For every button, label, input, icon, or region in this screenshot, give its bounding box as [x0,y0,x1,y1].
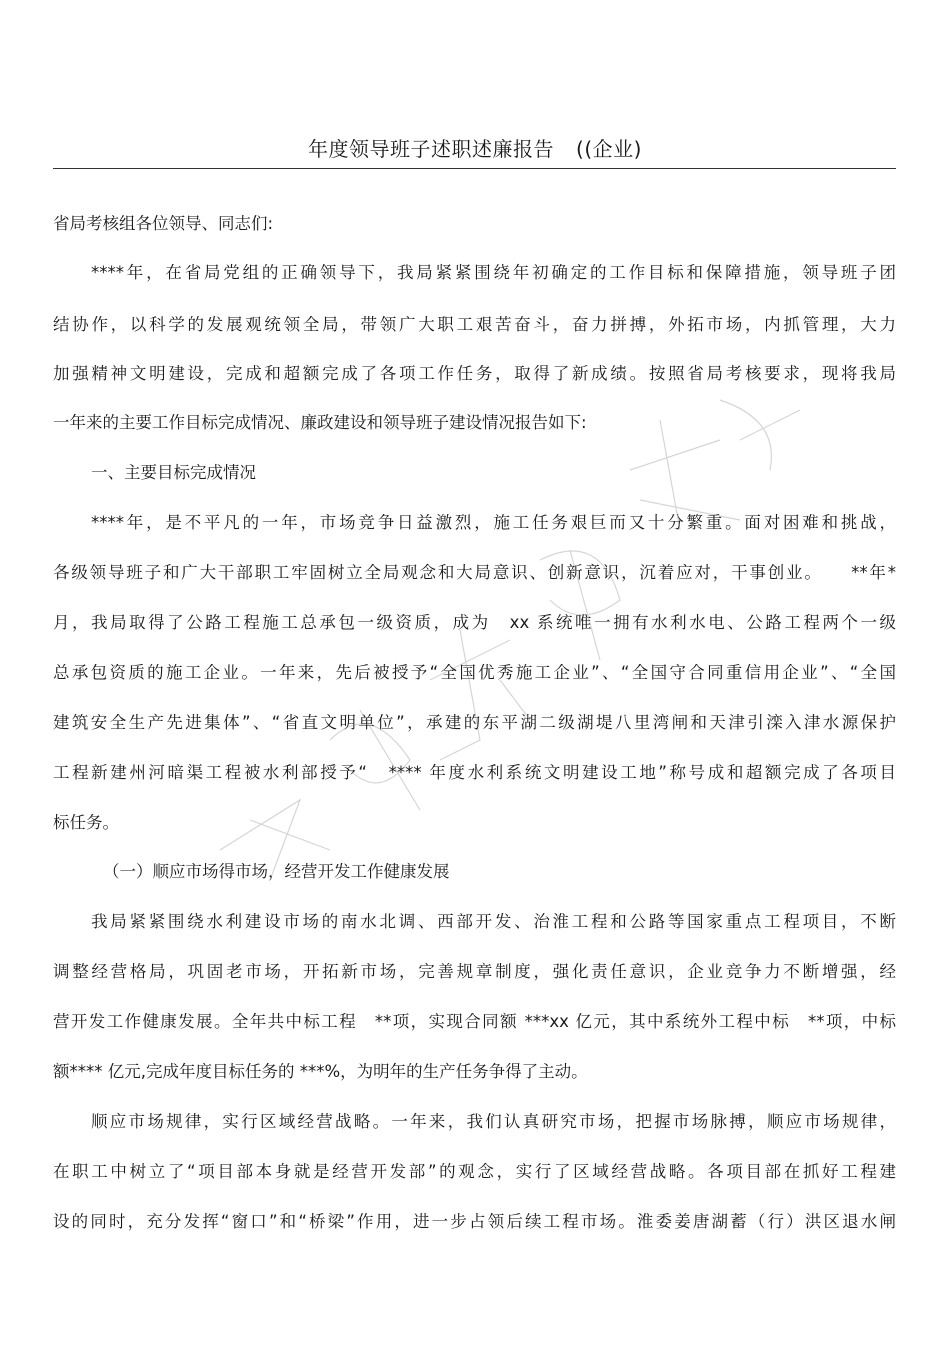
paragraph-line: ****年，是不平凡的一年，市场竞争日益激烈，施工任务艰巨而又十分繁重。面对困难和挑战， [91,513,896,532]
paragraph-line: 加强精神文明建设，完成和超额完成了各项工作任务，取得了新成绩。按照省局考核要求，现将我局 [53,364,896,383]
document-title [0,133,950,162]
paragraph-line: 结协作，以科学的发展观统领全局，带领广大职工艰苦奋斗，奋力拼搏，外拓市场，内抓管理，大力 [53,315,896,334]
paragraph-line: 各级领导班子和广大干部职工牢固树立全局观念和大局意识、创新意识，沉着应对，干事创业。 **年* [53,563,896,582]
subsection-heading: （一）顺应市场得市场，经营开发工作健康发展 [103,862,450,881]
salutation: 省局考核组各位领导、同志们: [53,214,274,233]
paragraph-line: 建筑安全生产先进集体”、“省直文明单位”，承建的东平湖二级湖堤八里湾闸和天津引滦入津水源保护 [53,713,896,732]
paragraph-line: 一年来的主要工作目标完成情况、廉政建设和领导班子建设情况报告如下: [53,413,587,432]
paragraph-line: 我局紧紧围绕水利建设市场的南水北调、西部开发、治淮工程和公路等国家重点工程项目，不断 [91,912,896,931]
title-text: 年度领导班子述职述廉报告 [308,137,555,161]
title-underline [53,168,896,169]
paragraph-line: 标任务。 [53,813,119,832]
paragraph-line: 在职工中树立了“项目部本身就是经营开发部”的观念，实行了区域经营战略。各项目部在抓好工程建 [53,1162,896,1181]
paragraph-line: 月，我局取得了公路工程施工总承包一级资质，成为 xx 系统唯一拥有水利水电、公路工程两个一级 [53,613,896,632]
paragraph-line: 工程新建州河暗渠工程被水利部授予“ **** 年度水利系统文明建设工地”称号成和超额完成了各项目 [53,763,896,782]
paragraph-line: 设的同时，充分发挥“窗口”和“桥梁”作用，进一步占领后续工程市场。淮委姜唐湖蓄（行）洪区退水闸 [53,1212,896,1231]
paragraph-line: 营开发工作健康发展。全年共中标工程 **项，实现合同额 ***xx 亿元，其中系统外工程中标 **项，中标 [53,1012,896,1031]
section-heading: 一、主要目标完成情况 [91,463,256,482]
title-suffix: ((企业) [576,137,642,161]
paragraph-line: 总承包资质的施工企业。一年来，先后被授予“全国优秀施工企业”、“全国守合同重信用企业”、“全国 [53,663,896,682]
paragraph-line: 额**** 亿元,完成年度目标任务的 ***%，为明年的生产任务争得了主动。 [53,1062,588,1081]
paragraph-line: 顺应市场规律，实行区域经营战略。一年来，我们认真研究市场，把握市场脉搏，顺应市场规律， [91,1112,896,1131]
paragraph-line: ****年，在省局党组的正确领导下，我局紧紧围绕年初确定的工作目标和保障措施，领导班子团 [91,263,896,282]
paragraph-line: 调整经营格局，巩固老市场，开拓新市场，完善规章制度，强化责任意识，企业竞争力不断增强，经 [53,962,896,981]
